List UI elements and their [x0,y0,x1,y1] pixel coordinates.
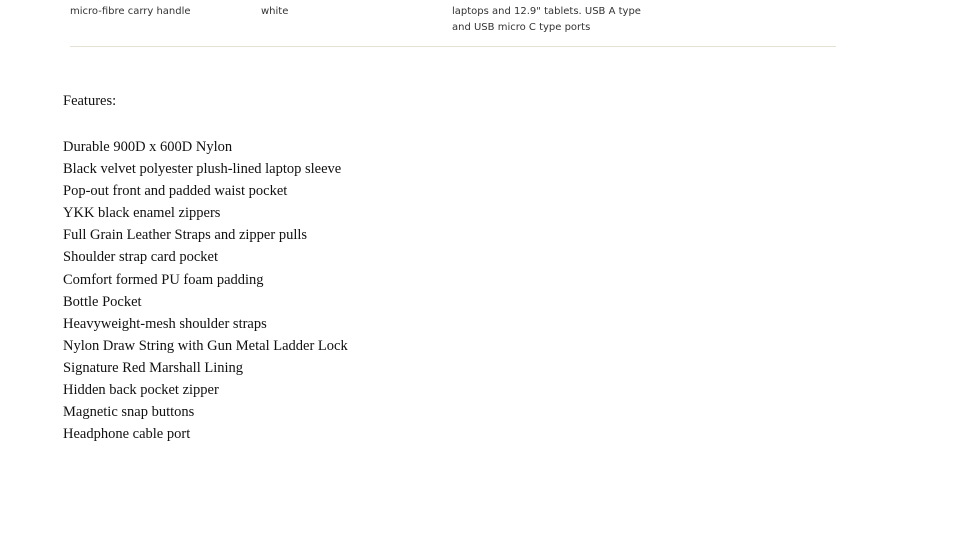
feature-item: Full Grain Leather Straps and zipper pulls [63,227,308,244]
spec-cell-colour: white [261,6,289,17]
feature-item: Signature Red Marshall Lining [63,359,244,376]
spec-cell-ports-line-2: and USB micro C type ports [452,22,591,33]
spec-table-row [70,0,836,47]
feature-item: Bottle Pocket [63,293,142,310]
feature-item: Nylon Draw String with Gun Metal Ladder Lock [63,337,348,354]
feature-item: Headphone cable port [63,426,191,443]
feature-item: Black velvet polyester plush-lined laptop sleeve [63,161,342,178]
feature-item: Heavyweight-mesh shoulder straps [63,315,267,332]
feature-item: Hidden back pocket zipper [63,382,219,399]
feature-item: Comfort formed PU foam padding [63,271,264,288]
spec-cell-handle: micro-fibre carry handle [70,6,191,17]
spec-cell-ports [452,4,642,36]
spec-cell-ports-line-1: laptops and 12.9" tablets. USB A type [452,6,641,17]
feature-item: Pop-out front and padded waist pocket [63,183,288,200]
features-heading: Features: [63,93,117,109]
feature-item: Magnetic snap buttons [63,404,195,421]
features-list [63,136,348,445]
feature-item: YKK black enamel zippers [63,205,221,222]
feature-item: Durable 900D x 600D Nylon [63,139,233,155]
feature-item: Shoulder strap card pocket [63,249,219,266]
